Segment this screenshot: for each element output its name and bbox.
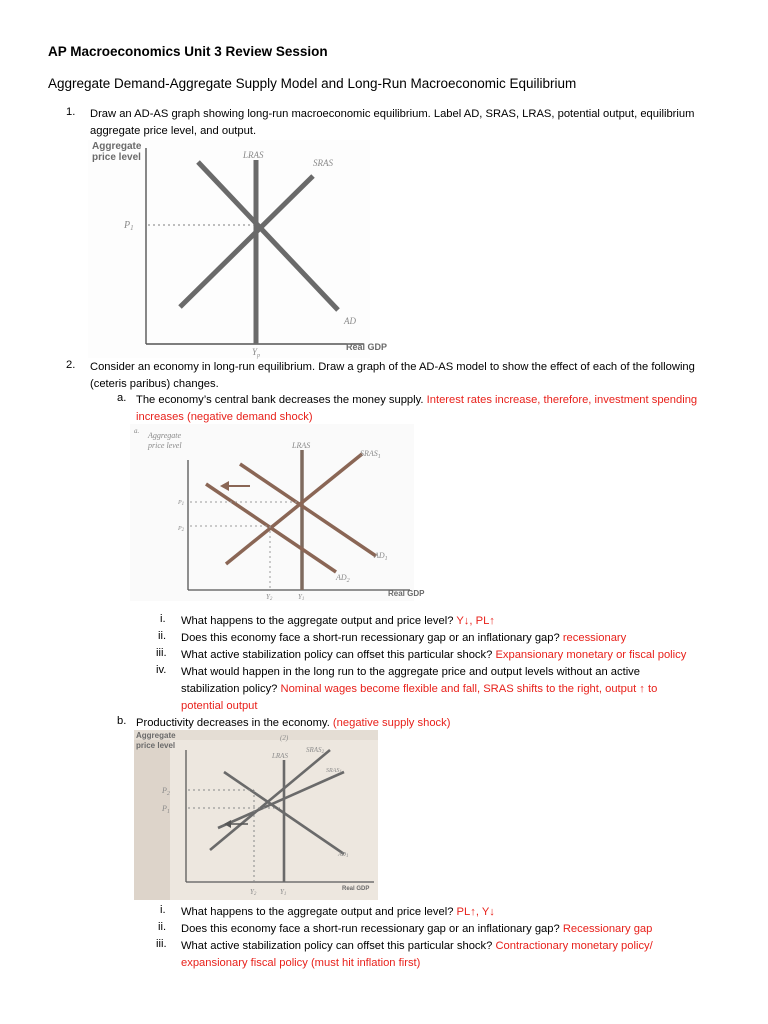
question-2b-text: Productivity decreases in the economy. (negative supply shock) [136,717,451,729]
question-2b-answer: (negative supply shock) [332,717,451,729]
graph-2a-y2-label: Y2 [266,593,273,602]
graph-2b-ylabel-2: price level [136,741,176,750]
question-2b-iii-number: iii. [156,938,167,950]
graph-2b-sras2-label: SRAS2 [306,746,325,755]
question-2a-i-number: i. [160,613,166,625]
question-2b-ii-text: Does this economy face a short-run recessionary gap or an inflationary gap? Recessionary gap [181,923,653,935]
question-2a-iv-text-line-1: What would happen in the long run to the aggregate price and output levels without an active [181,666,640,678]
question-1-text-line-1: Draw an AD-AS graph showing long-run macroeconomic equilibrium. Label AD, SRAS, LRAS, potential output, equilibrium [90,108,695,120]
graph-1-ad-label: AD [344,316,356,326]
graph-2a-p2-label: P2 [178,526,185,533]
graph-2b-photo [134,730,378,900]
graph-2a-ad2-label: $AD_2$ [336,573,350,584]
question-2a-ii-text: Does this economy face a short-run recessionary gap or an inflationary gap? recessionary [181,632,627,644]
graph-2b-panel-label: (2) [280,734,289,742]
question-2a-iv-text-line-2: stabilization policy? Nominal wages become flexible and fall, SRAS shifts to the right, output ↑ to [181,683,658,695]
document-title: AP Macroeconomics Unit 3 Review Session [48,44,328,59]
question-2a-i-text: What happens to the aggregate output and price level? Y↓, PL↑ [181,615,495,627]
graph-1-photo [88,140,388,359]
graph-2b-sras1-label: SRAS1 [326,768,342,775]
question-2a-iii-text: What active stabilization policy can offset this particular shock? Expansionary monetary or fiscal policy [181,649,687,661]
question-2a-iv-text-line-3: potential output [181,700,258,712]
graph-2b-lras-label: LRAS [272,752,288,760]
graph-1-ylabel-2: price level [92,152,141,163]
graph-2a-ad1-label: $AD_1$ [374,551,388,562]
graph-2b-p1-label: $P_1$ [162,804,170,815]
graph-2a-ylabel-1: Aggregate [148,431,182,440]
graph-2a-p1-label: P1 [178,500,185,507]
graph-2a-corner-label: a. [134,427,140,435]
question-2-text-line-1: Consider an economy in long-run equilibrium. Draw a graph of the AD-AS model to show the effect of each of the following [90,361,695,373]
graph-2b-xlabel: Real GDP [342,886,370,892]
graph-1-lras-label: LRAS [243,150,264,160]
graph-2b-y1-label: Y1 [280,888,287,897]
graph-2b-ad-label: AD1 [338,852,349,859]
question-1-text-line-2: aggregate price level, and output. [90,125,257,137]
graph-2a-y1-label: Y1 [298,593,305,602]
graph-2a-xlabel: Real GDP [388,589,425,598]
graph-1-p-label: $P_1$ [124,220,134,232]
graph-2a-lras-label: LRAS [292,441,311,450]
graph-2a-ylabel-2: price level [148,441,182,450]
question-2b-iii-text: What active stabilization policy can offset this particular shock? Contractionary monetary policy/ [181,940,653,952]
question-2b-ii-number: ii. [158,921,167,933]
graph-2b-p2-label: $P_2$ [162,786,170,797]
graph-2b-y2-label: Y2 [250,888,257,897]
graph-1-y-label: $Y_p$ [252,347,261,359]
graph-1-sras-label: SRAS [313,158,333,168]
question-2b-iii-text-line-2: expansionary fiscal policy (must hit inflation first) [181,957,421,969]
graph-2b-ylabel-1: Aggregate [136,731,176,740]
question-2a-answer-2: increases (negative demand shock) [136,411,313,423]
question-2b-letter: b. [117,715,127,727]
question-2-number: 2. [66,359,76,371]
question-2a-text: The economy’s central bank decreases the money supply. Interest rates increase, therefore, investment spending [136,394,698,406]
document-subtitle: Aggregate Demand-Aggregate Supply Model and Long-Run Macroeconomic Equilibrium [48,76,577,91]
question-1-number: 1. [66,106,76,118]
question-2a-ii-number: ii. [158,630,167,642]
question-2a-iv-number: iv. [156,664,167,676]
question-2b-i-number: i. [160,904,166,916]
question-2b-i-text: What happens to the aggregate output and price level? PL↑, Y↓ [181,906,495,918]
question-2-text-line-2: (ceteris paribus) changes. [90,378,219,390]
question-2a-answer-1: Interest rates increase, therefore, investment spending [426,394,698,406]
graph-1-xlabel: Real GDP [346,342,388,352]
graph-2a-photo [130,424,425,602]
question-2a-letter: a. [117,392,127,404]
graph-1-ylabel-1: Aggregate [92,141,142,152]
question-2a-iii-number: iii. [156,647,167,659]
graph-2a-sras-label: $SRAS_1$ [360,449,381,460]
